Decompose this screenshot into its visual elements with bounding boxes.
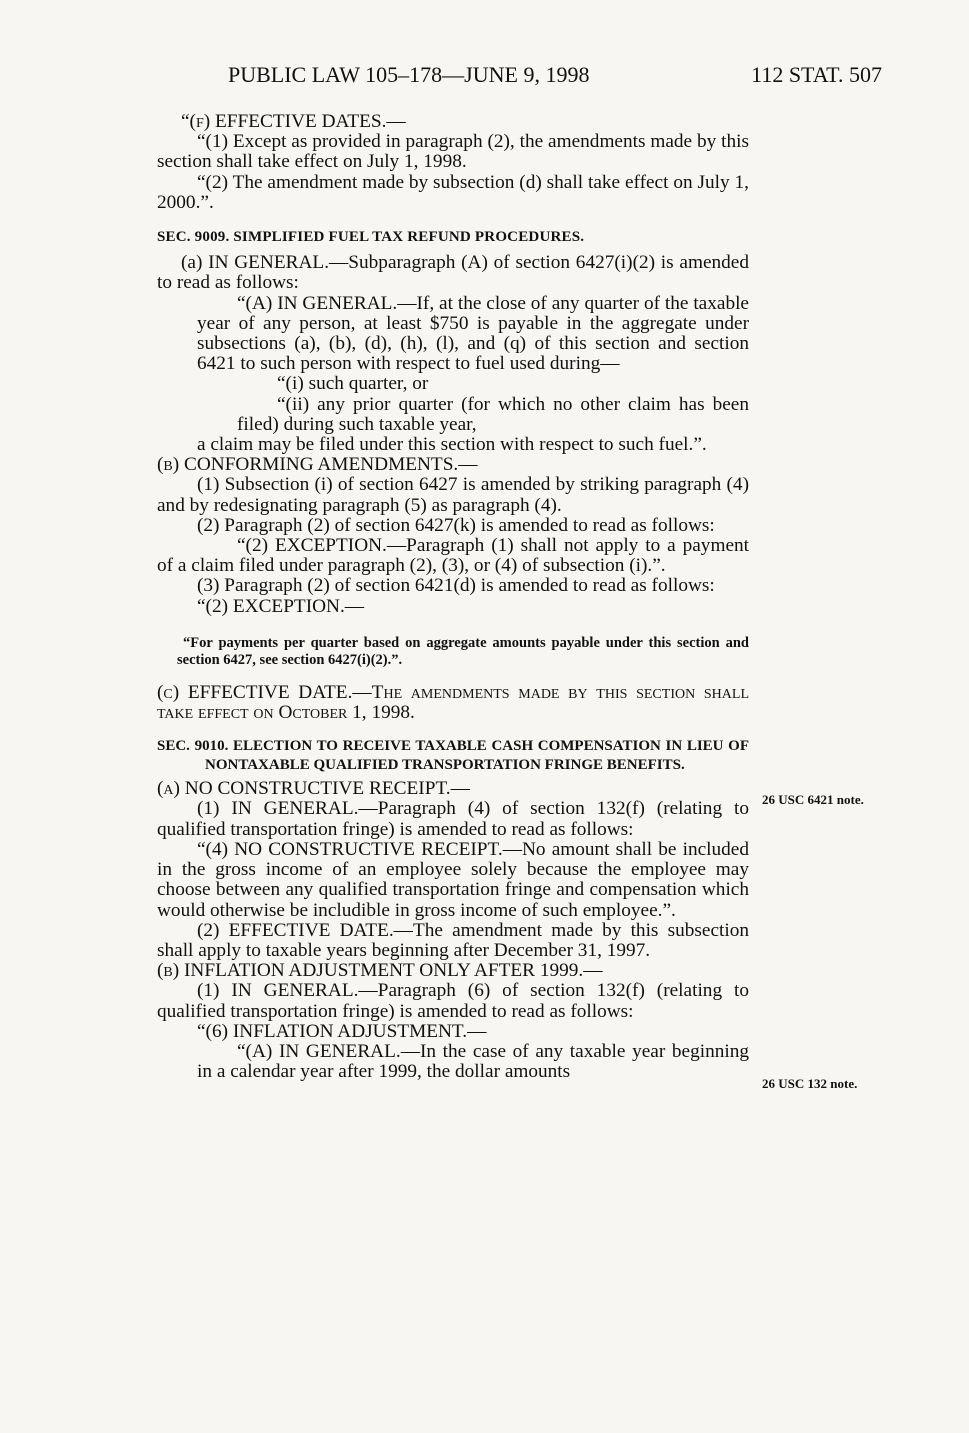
paragraph: “(f) EFFECTIVE DATES.— xyxy=(181,111,406,132)
header-stat-page: 112 STAT. 507 xyxy=(751,62,882,87)
quoted-paragraph: “(i) such quarter, or xyxy=(277,373,429,395)
paragraph: (1) IN GENERAL.—Paragraph (4) of section 132(f) (relating to qualified transportation fringe) is amended to read as follows: xyxy=(157,798,749,840)
paragraph: (a) IN GENERAL.—Subparagraph (A) of section 6427(i)(2) is amended to read as follows: xyxy=(157,252,749,294)
margin-citation-note: 26 USC 132 note. xyxy=(762,1076,858,1091)
paragraph: (2) EFFECTIVE DATE.—The amendment made by this subsection shall apply to taxable years beginning after December 31, 1997. xyxy=(157,919,749,961)
paragraph: (3) Paragraph (2) of section 6421(d) is amended to read as follows: xyxy=(197,575,715,597)
document-body xyxy=(157,112,749,1082)
paragraph: (1) Subsection (i) of section 6427 is amended by striking paragraph (4) and by redesignating paragraph (5) as paragraph (4). xyxy=(157,474,749,516)
paragraph: a claim may be filed under this section with respect to such fuel.”. xyxy=(197,434,707,456)
margin-citation-note: 26 USC 6421 note. xyxy=(762,792,864,807)
paragraph: (c) EFFECTIVE DATE.—The amendments made by this section shall take effect on October 1, 1998. xyxy=(157,681,749,724)
section-heading: SEC. 9009. SIMPLIFIED FUEL TAX REFUND PROCEDURES. xyxy=(157,229,585,246)
quoted-paragraph: “(A) IN GENERAL.—If, at the close of any quarter of the taxable year of any person, at least $750 is payable in the aggregate under subsections (a), (b), (d), (h), (l), and (q) of this section and section 6421 to such person with respect to fuel used during— xyxy=(197,292,749,375)
quoted-paragraph: “(A) IN GENERAL.—In the case of any taxable year beginning in a calendar year after 1999, the dollar amounts xyxy=(197,1040,749,1083)
paragraph: (a) NO CONSTRUCTIVE RECEIPT.— xyxy=(157,778,470,800)
paragraph: (2) Paragraph (2) of section 6427(k) is amended to read as follows: xyxy=(197,514,715,536)
quoted-paragraph: “(2) EXCEPTION.—Paragraph (1) shall not apply to a payment of a claim filed under paragraph (2), (3), or (4) of subsection (i).”. xyxy=(157,535,749,577)
header-law-title: PUBLIC LAW 105–178—JUNE 9, 1998 xyxy=(228,62,590,87)
paragraph: “(2) The amendment made by subsection (d) shall take effect on July 1, 2000.”. xyxy=(157,171,749,213)
section-heading: SEC. 9010. ELECTION TO RECEIVE TAXABLE CASH COMPENSATION IN LIEU OF NONTAXABLE QUALIFIED TRANSPORTATION FRINGE BENEFITS. xyxy=(157,738,749,774)
quoted-paragraph: “(2) EXCEPTION.— xyxy=(197,595,365,617)
quoted-paragraph: “(ii) any prior quarter (for which no other claim has been filed) during such taxable year, xyxy=(237,393,749,435)
paragraph: (1) IN GENERAL.—Paragraph (6) of section 132(f) (relating to qualified transportation fringe) is amended to read as follows: xyxy=(157,980,749,1022)
quoted-paragraph: “(6) INFLATION ADJUSTMENT.— xyxy=(197,1020,487,1042)
paragraph: (b) INFLATION ADJUSTMENT ONLY AFTER 1999.— xyxy=(157,960,603,982)
paragraph: (b) CONFORMING AMENDMENTS.— xyxy=(157,454,478,476)
cross-reference-note: “For payments per quarter based on aggregate amounts payable under this section and section 6427, see section 6427(i)(2).”. xyxy=(177,634,749,668)
quoted-paragraph: “(4) NO CONSTRUCTIVE RECEIPT.—No amount shall be included in the gross income of an employee solely because the employee may choose between any qualified transportation fringe and compensation which would otherwise be includible in gross income of such employee.”. xyxy=(157,838,749,921)
paragraph: “(1) Except as provided in paragraph (2), the amendments made by this section shall take effect on July 1, 1998. xyxy=(157,131,749,173)
